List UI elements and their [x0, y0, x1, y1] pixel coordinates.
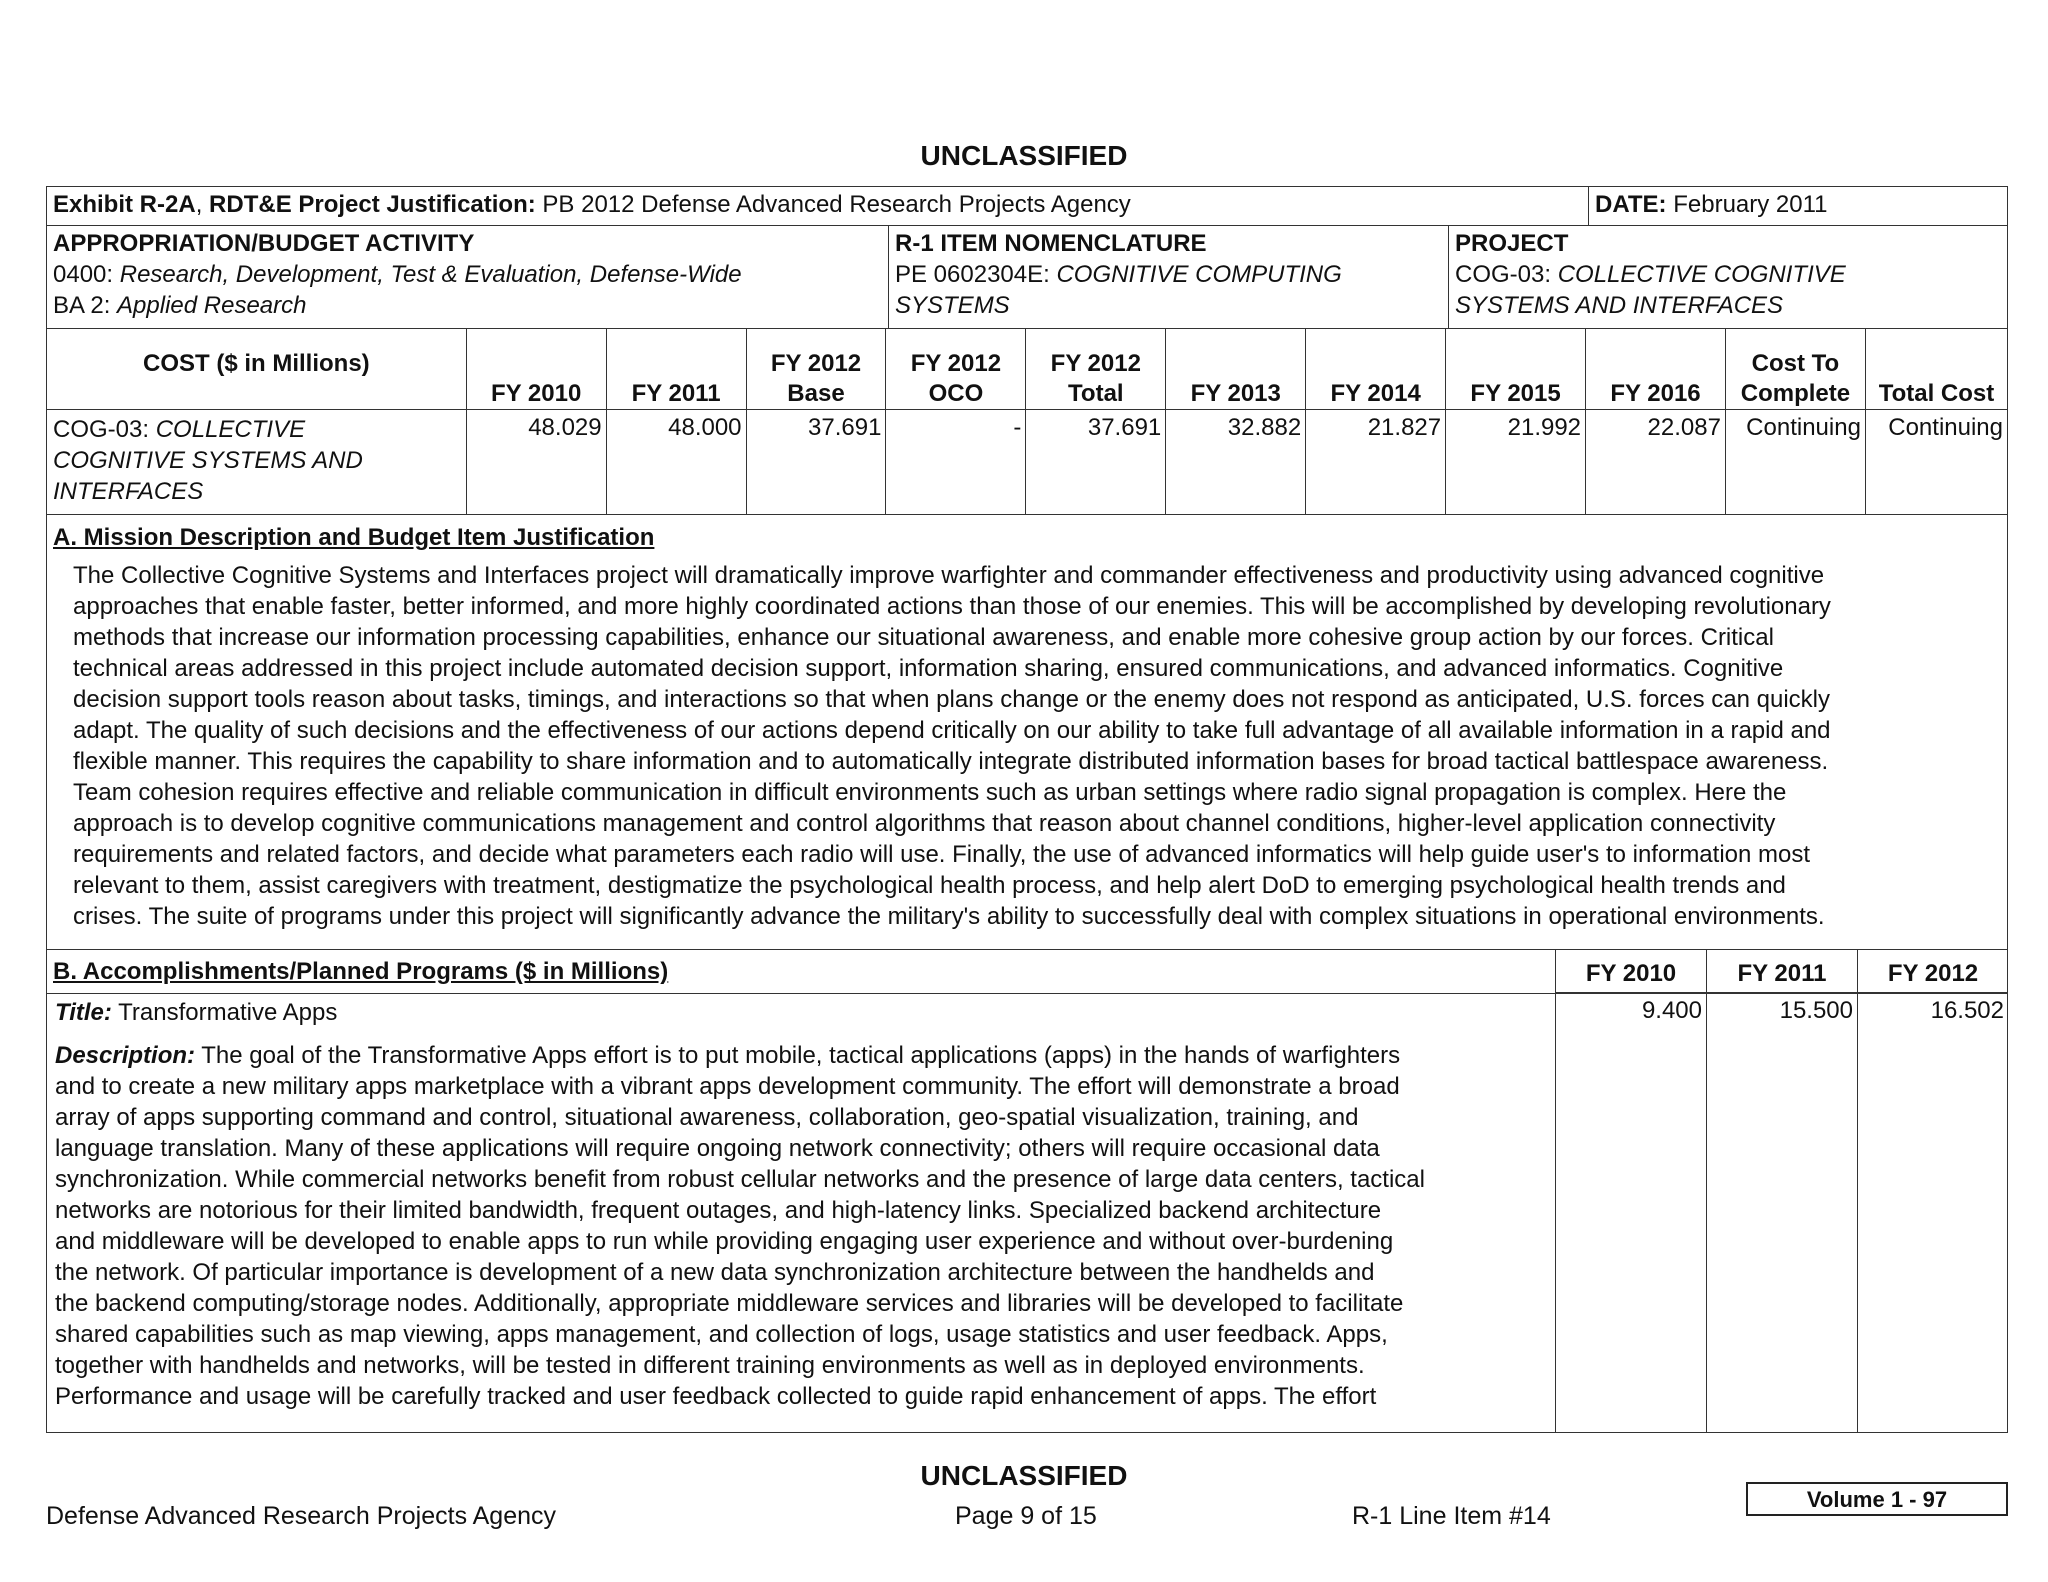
project-name-cell: COG-03: COLLECTIVE COGNITIVE SYSTEMS AND INTERFACES — [47, 410, 467, 515]
program-value: 15.500 — [1706, 993, 1857, 1433]
classification-top: UNCLASSIFIED — [920, 140, 1128, 171]
cost-col-3: FY 2012 OCO — [886, 329, 1026, 410]
cost-value: 37.691 — [746, 410, 886, 515]
project-code: COG-03: — [1455, 261, 1552, 288]
cost-value: 37.691 — [1026, 410, 1166, 515]
project-label: PROJECT — [1455, 230, 1569, 257]
program-title: Transformative Apps — [118, 999, 338, 1026]
section-b-fy-headers — [1555, 949, 2008, 993]
appropriation-label: APPROPRIATION/BUDGET ACTIVITY — [53, 230, 475, 257]
program-value: 16.502 — [1857, 993, 2008, 1433]
text-line: relevant to them, assist caregivers with treatment, destigmatize the psychological health process, and help alert DoD to emerging psychological health trends and — [73, 872, 1786, 899]
program-text — [55, 997, 1545, 1412]
classification-bottom: UNCLASSIFIED — [920, 1460, 1128, 1491]
volume-box: Volume 1 - 97 — [1746, 1482, 2008, 1516]
appropriation-text-1: Research, Development, Test & Evaluation, Defense-Wide — [119, 261, 742, 288]
text-line: the network. Of particular importance is development of a new data synchronization architecture between the handhelds and — [55, 1259, 1375, 1286]
rdte-value: PB 2012 Defense Advanced Research Projects Agency — [542, 191, 1131, 218]
fy-header: FY 2010 — [1555, 949, 1706, 993]
appropriation-text-2: Applied Research — [117, 292, 307, 319]
project-line-2: SYSTEMS AND INTERFACES — [1455, 292, 1784, 319]
text-line: Team cohesion requires effective and reliable communication in difficult environments such as urban settings where radio signal propagation is complex. Here the — [73, 779, 1787, 806]
section-accomplishments-header — [46, 950, 2008, 994]
section-b-title: B. Accomplishments/Planned Programs ($ in Millions) — [53, 958, 669, 985]
text-line: synchronization. While commercial networks benefit from robust cellular networks and the presence of large data centers, tactical — [55, 1166, 1425, 1193]
text-line: decision support tools reason about tasks, timings, and interactions so that when plans change or the enemy does not respond as anticipated, U.S. forces can quickly — [73, 686, 1831, 713]
cost-value: Continuing — [1725, 410, 1865, 515]
text-line: The Collective Cognitive Systems and Interfaces project will dramatically improve warfighter and commander effectiveness and productivity using advanced cognitive — [73, 562, 1825, 589]
text-line: approach is to develop cognitive communications management and control algorithms that reason about channel conditions, higher-level application connectivity — [73, 810, 1776, 837]
section-a-body — [73, 560, 2003, 932]
cost-value: 21.827 — [1306, 410, 1446, 515]
cost-col-8: FY 2016 — [1586, 329, 1726, 410]
date-value: February 2011 — [1673, 191, 1828, 218]
nomenclature-label: R-1 ITEM NOMENCLATURE — [895, 230, 1207, 257]
nomenclature-cell — [889, 226, 1449, 328]
project-line-1: COLLECTIVE COGNITIVE — [1557, 261, 1846, 288]
footer-page-number: Page 9 of 15 — [955, 1502, 1097, 1530]
text-line: array of apps supporting command and control, situational awareness, collaboration, geo-spatial visualization, training, and — [55, 1104, 1359, 1131]
section-a-title: A. Mission Description and Budget Item Justification — [53, 524, 655, 551]
text-line: and middleware will be developed to enable apps to run while providing engaging user experience and without over-burdening — [55, 1228, 1394, 1255]
appropriation-code-1: 0400: — [53, 261, 114, 288]
cost-value: 48.029 — [466, 410, 606, 515]
text-line: approaches that enable faster, better informed, and more highly coordinated actions than those of our enemies. This will be accomplished by developing revolutionary — [73, 593, 1831, 620]
section-mission-description — [46, 502, 2008, 950]
appropriation-cell — [47, 226, 889, 328]
cost-col-0: FY 2010 — [466, 329, 606, 410]
text-line: methods that increase our information processing capabilities, enhance our situational awareness, and enable more cohesive group action by our forces. Critical — [73, 624, 1774, 651]
cost-value: - — [886, 410, 1026, 515]
cost-table — [46, 328, 2008, 515]
program-title-line: Title: Transformative Apps — [55, 999, 338, 1026]
fy-header: FY 2011 — [1706, 949, 1857, 993]
cost-value: 32.882 — [1166, 410, 1306, 515]
text-line: the backend computing/storage nodes. Additionally, appropriate middleware services and libraries will be developed to facilitate — [55, 1290, 1404, 1317]
text-line: Description: The goal of the Transformative Apps effort is to put mobile, tactical applications (apps) in the hands of warfighters — [55, 1042, 1401, 1069]
nomenclature-line-1: COGNITIVE COMPUTING — [1056, 261, 1342, 288]
cost-col-6: FY 2014 — [1306, 329, 1446, 410]
text-line: shared capabilities such as map viewing, apps management, and collection of logs, usage statistics and user feedback. Apps, — [55, 1321, 1388, 1348]
appropriation-row — [46, 225, 2008, 329]
cost-value: 22.087 — [1586, 410, 1726, 515]
footer-line-item: R-1 Line Item #14 — [1352, 1502, 1551, 1530]
cost-col-10: Total Cost — [1865, 329, 2007, 410]
cost-col-1: FY 2011 — [606, 329, 746, 410]
cost-col-5: FY 2013 — [1166, 329, 1306, 410]
cost-value: 48.000 — [606, 410, 746, 515]
cost-label: COST ($ in Millions) — [47, 329, 467, 410]
text-line: flexible manner. This requires the capability to share information and to automatically integrate distributed information bases for broad tactical battlespace awareness. — [73, 748, 1829, 775]
nomenclature-code: PE 0602304E: — [895, 261, 1050, 288]
rdte-label: RDT&E Project Justification: — [209, 191, 536, 218]
text-line: together with handhelds and networks, will be tested in different training environments as well as in deployed environments. — [55, 1352, 1365, 1379]
text-line: and to create a new military apps marketplace with a vibrant apps development community. The effort will demonstrate a broad — [55, 1073, 1400, 1100]
date-label: DATE: — [1595, 191, 1667, 218]
exhibit-label: Exhibit R-2A — [53, 191, 196, 218]
cost-col-7: FY 2015 — [1446, 329, 1586, 410]
text-line: Performance and usage will be carefully tracked and user feedback collected to guide rapid enhancement of apps. The effort — [55, 1383, 1377, 1410]
footer-agency: Defense Advanced Research Projects Agency — [46, 1502, 557, 1530]
cost-col-4: FY 2012 Total — [1026, 329, 1166, 410]
text-line: networks are notorious for their limited bandwidth, frequent outages, and high-latency links. Specialized backend architecture — [55, 1197, 1382, 1224]
cost-value: Continuing — [1865, 410, 2007, 515]
cost-col-2: FY 2012 Base — [746, 329, 886, 410]
exhibit-title: Exhibit R-2A, RDT&E Project Justification: PB 2012 Defense Advanced Research Projects Agency — [47, 187, 1589, 225]
cost-col-9: Cost To Complete — [1725, 329, 1865, 410]
nomenclature-line-2: SYSTEMS — [895, 292, 1010, 319]
program-values — [1555, 993, 2008, 1433]
cost-table-header — [47, 329, 2008, 410]
fy-header: FY 2012 — [1857, 949, 2008, 993]
text-line: requirements and related factors, and decide what parameters each radio will use. Finally, the use of advanced informatics will help guide user's to information most — [73, 841, 1811, 868]
program-value: 9.400 — [1555, 993, 1706, 1433]
date-cell — [1589, 187, 2007, 225]
cost-value: 21.992 — [1446, 410, 1586, 515]
text-line: adapt. The quality of such decisions and the effectiveness of our actions depend critically on our ability to take full advantage of all available information in a rapid and — [73, 717, 1831, 744]
section-accomplishments-body — [46, 993, 2008, 1433]
exhibit-header-row — [46, 186, 2008, 226]
text-line: crises. The suite of programs under this project will significantly advance the military's ability to successfully deal with complex situations in operational environments. — [73, 903, 1825, 930]
text-line: technical areas addressed in this project include automated decision support, information sharing, ensured communications, and advanced informatics. Cognitive — [73, 655, 1784, 682]
table-row — [47, 410, 2008, 515]
appropriation-code-2: BA 2: — [53, 292, 111, 319]
project-cell — [1449, 226, 2007, 328]
text-line: language translation. Many of these applications will require ongoing network connectivity; others will require occasional data — [55, 1135, 1380, 1162]
